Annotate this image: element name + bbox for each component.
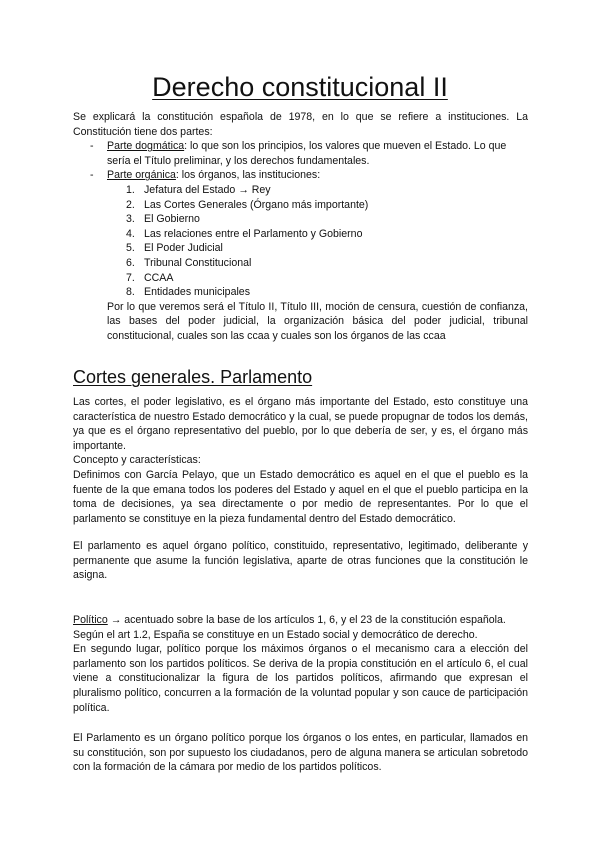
part-label: Parte dogmática (107, 140, 185, 153)
list-item: 2. Las Cortes Generales (Órgano más importante) (126, 198, 369, 211)
parts-list (73, 139, 528, 343)
section-heading: Cortes generales. Parlamento (73, 367, 313, 387)
politico-heading: Político → acentuado sobre la base de los artículos 1, 6, y el 23 de la constitución española. (73, 614, 506, 626)
list-item: 4. Las relaciones entre el Parlamento y Gobierno (126, 227, 363, 240)
list-item: 8. Entidades municipales (126, 286, 250, 299)
list-item: 3. El Gobierno (126, 213, 200, 226)
part-label: Parte orgánica (107, 169, 176, 182)
cortes-section (73, 395, 528, 526)
politico-closing (73, 731, 528, 775)
list-item (73, 168, 528, 343)
part-text: : los órganos, las instituciones: (175, 169, 321, 182)
politico-paragraph-2: En segundo lugar, político porque los máximos órganos o el mecanismo cara a elección del parlamento son los partidos políticos. Se deriva de la propia constitución en el artículo 6, el cual viene a constitucionalizar la figura de los partidos políticos, afirmando que expresan el pluralismo político, concurren a la formación de la voluntad popular y son cauce de participación política. (73, 643, 528, 714)
list-item (73, 139, 528, 168)
intro-section (73, 110, 528, 344)
parliament-definition (73, 539, 528, 583)
cortes-paragraph-2: Definimos con García Pelayo, que un Estado democrático es aquel en el que el pueblo es la fuente de la que emana todos los poderes del Estado y aquel en el que el pueblo participa en la toma de decisiones, ya sea directamente o por medio de representantes. Por lo que el parlamento se constituye en la pieza fundamental dentro del Estado democrático. (73, 468, 528, 525)
list-item: 6. Tribunal Constitucional (126, 256, 252, 269)
list-item: 7. CCAA (126, 271, 174, 284)
organs-summary: Por lo que veremos será el Título II, Título III, moción de censura, cuestión de confianza, las bases del poder judicial, la organización básica del poder judicial, tribunal constitucional, cuales son las ccaa y cuales son los órganos de las ccaa (107, 300, 528, 342)
politico-paragraph-3: El Parlamento es un órgano político porque los órganos o los entes, en particular, llamados en su constitución, son por supuesto los ciudadanos, pero de alguna manera se articulan sobretodo con la formación de la cámara por medio de los partidos políticos. (73, 732, 528, 774)
politico-label: Político (73, 614, 108, 626)
list-item: 1. Jefatura del Estado → Rey (126, 183, 271, 196)
part-text: : lo que son los principios, los valores que mueven el Estado. Lo que sería el Título preliminar, y los derechos fundamentales. (107, 140, 507, 167)
list-item: 5. El Poder Judicial (126, 242, 223, 255)
page-title: Derecho constitucional II (152, 72, 448, 102)
intro-paragraph: Se explicará la constitución española de 1978, en lo que se refiere a instituciones. La Constitución tiene dos partes: (73, 111, 528, 138)
cortes-paragraph-3: El parlamento es aquel órgano político, constituido, representativo, legitimado, deliberante y permanente que asume la función legislativa, aparte de otras funciones que la constitución le asigna. (73, 540, 528, 582)
cortes-paragraph-1: Las cortes, el poder legislativo, es el órgano más importante del Estado, esto constituye una característica de nuestro Estado democrático y la cual, se puede propugnar de todos los demás, ya que es el órgano representativo del pueblo, por lo que debería de ser, y es, el órgano más importante. (73, 396, 528, 452)
politico-paragraph-1: Según el art 1.2, España se constituye en un Estado social y democrático de derecho. (73, 628, 478, 641)
organs-list (107, 183, 528, 300)
concept-heading: Concepto y características: (73, 454, 201, 467)
politico-section (73, 613, 528, 715)
